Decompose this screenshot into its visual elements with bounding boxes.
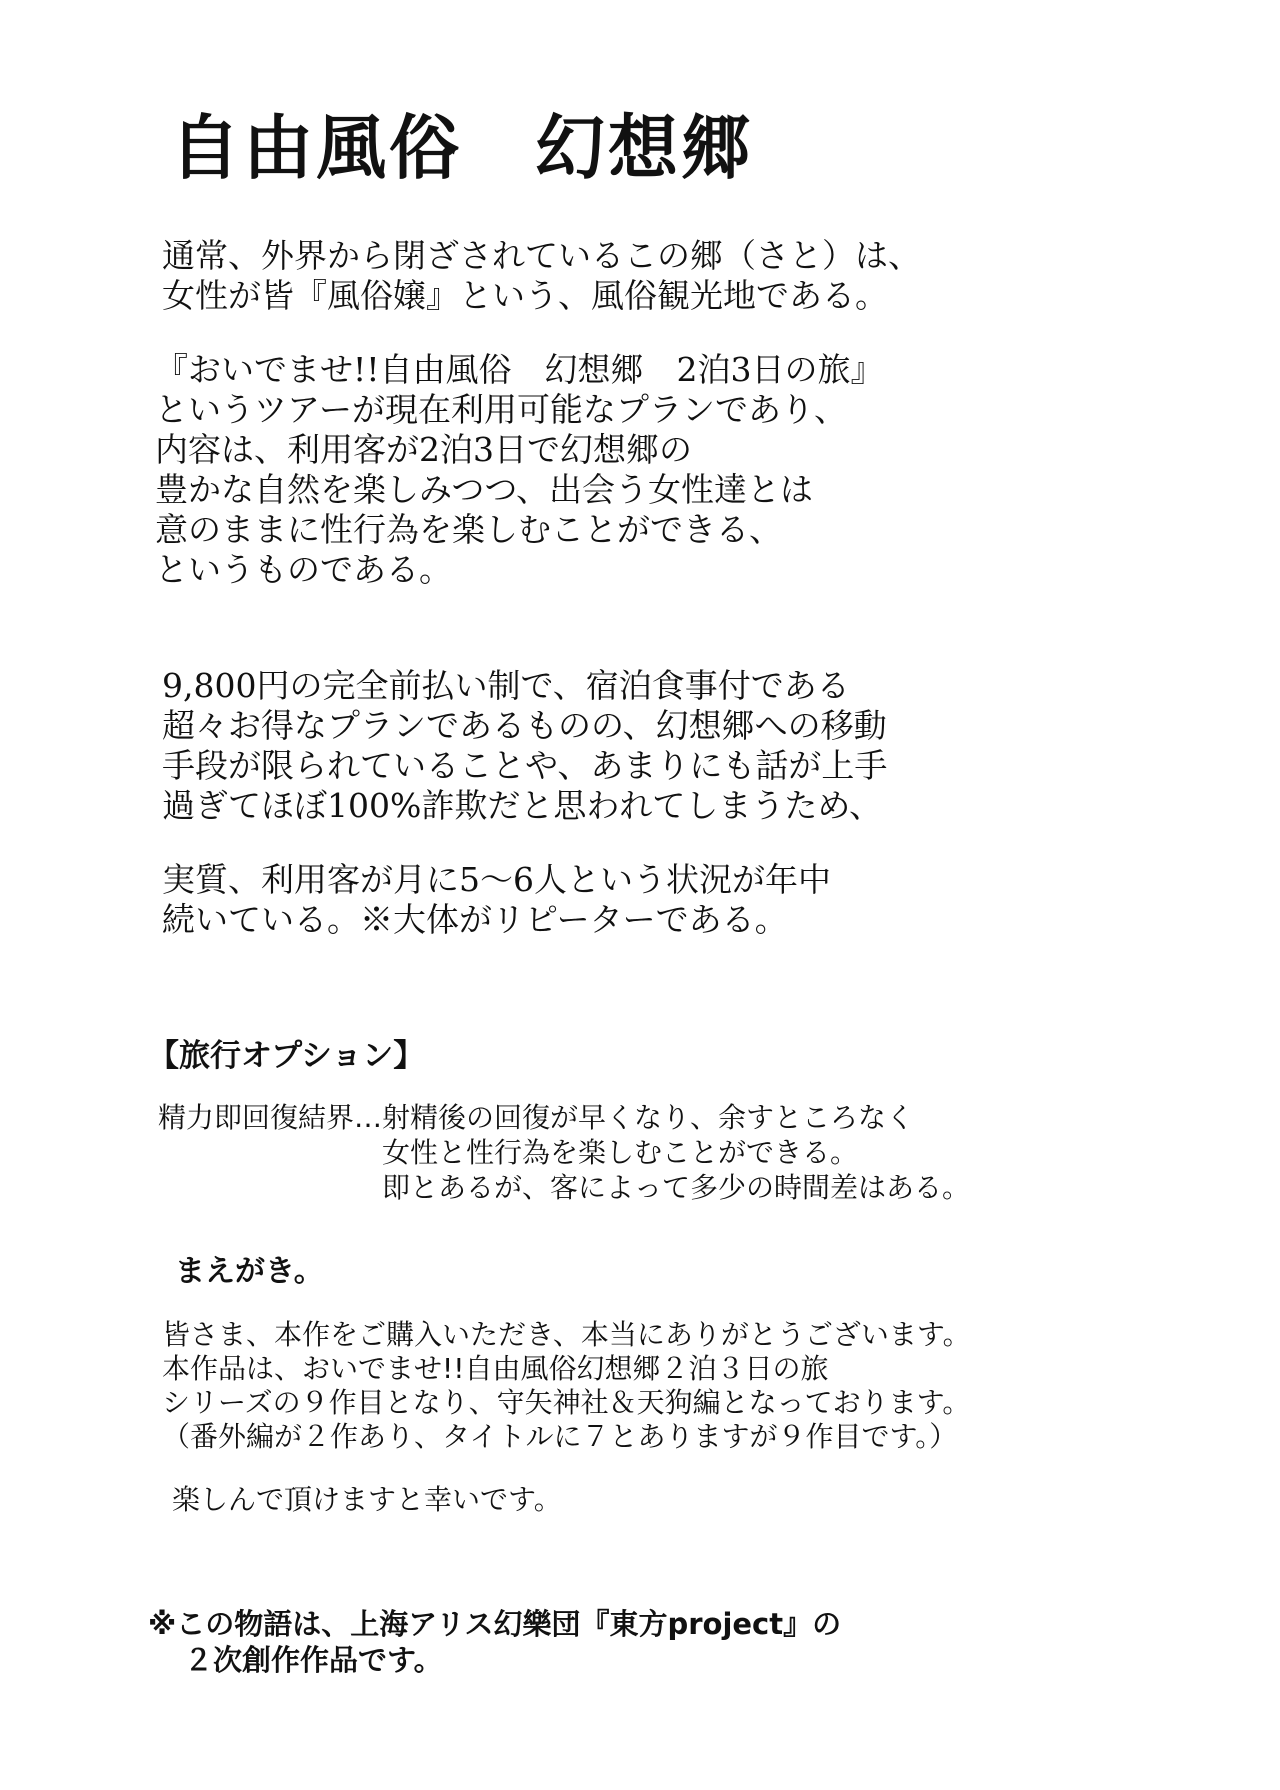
option-term: 精力即回復結界… bbox=[158, 1101, 383, 1134]
text-line: 女性と性行為を楽しむことができる。 bbox=[382, 1136, 859, 1169]
text-line: というものである。 bbox=[155, 550, 452, 589]
text-line: シリーズの９作目となり、守矢神社＆天狗編となっております。 bbox=[162, 1386, 971, 1419]
text-line: 内容は、利用客が2泊3日で幻想郷の bbox=[155, 430, 692, 469]
text-line: 実質、利用客が月に5〜6人という状況が年中 bbox=[162, 860, 831, 899]
text-line: ※この物語は、上海アリス幻樂団『東方project』の bbox=[148, 1607, 842, 1641]
preface-header: まえがき。 bbox=[175, 1254, 324, 1289]
text-line: 即とあるが、客によって多少の時間差はある。 bbox=[382, 1171, 971, 1204]
travel-options-header: 【旅行オプション】 bbox=[148, 1038, 425, 1074]
text-line: ２次創作作品です。 bbox=[184, 1643, 443, 1677]
copyright-note bbox=[148, 1606, 841, 1678]
option-description bbox=[382, 1100, 970, 1205]
paragraph-preface bbox=[162, 1318, 971, 1454]
paragraph-intro bbox=[162, 236, 921, 316]
text-line: 豊かな自然を楽しみつつ、出会う女性達とは bbox=[155, 470, 814, 509]
text-line: 手段が限られていることや、あまりにも話が上手 bbox=[162, 746, 888, 785]
page-title: 自由風俗 幻想郷 bbox=[170, 106, 754, 189]
paragraph-tour-plan bbox=[155, 350, 884, 590]
text-line: 本作品は、おいでませ!!自由風俗幻想郷２泊３日の旅 bbox=[162, 1352, 829, 1385]
text-line: 過ぎてほぼ100%詐欺だと思われてしまうため、 bbox=[162, 786, 883, 825]
paragraph-price bbox=[162, 666, 887, 826]
text-line: 通常、外界から閉ざされているこの郷（さと）は、 bbox=[162, 236, 921, 275]
text-line: （番外編が２作あり、タイトルに７とありますが９作目です。） bbox=[162, 1420, 958, 1453]
text-line: 超々お得なプランであるものの、幻想郷への移動 bbox=[162, 706, 887, 745]
text-line: 『おいでませ!!自由風俗 幻想郷 2泊3日の旅』 bbox=[155, 350, 884, 389]
text-line: 続いている。※大体がリピーターである。 bbox=[162, 900, 788, 939]
travel-option-item bbox=[158, 1100, 970, 1205]
text-line: 意のままに性行為を楽しむことができる、 bbox=[155, 510, 782, 549]
text-line: 女性が皆『風俗嬢』という、風俗観光地である。 bbox=[162, 276, 888, 315]
text-line: 射精後の回復が早くなり、余すところなく bbox=[382, 1101, 915, 1134]
preface-closing: 楽しんで頂けますと幸いです。 bbox=[172, 1483, 562, 1516]
text-line: 皆さま、本作をご購入いただき、本当にありがとうございます。 bbox=[162, 1318, 971, 1351]
paragraph-demand bbox=[162, 860, 831, 940]
text-line: 9,800円の完全前払い制で、宿泊食事付である bbox=[162, 666, 850, 705]
text-line: というツアーが現在利用可能なプランであり、 bbox=[155, 390, 848, 429]
